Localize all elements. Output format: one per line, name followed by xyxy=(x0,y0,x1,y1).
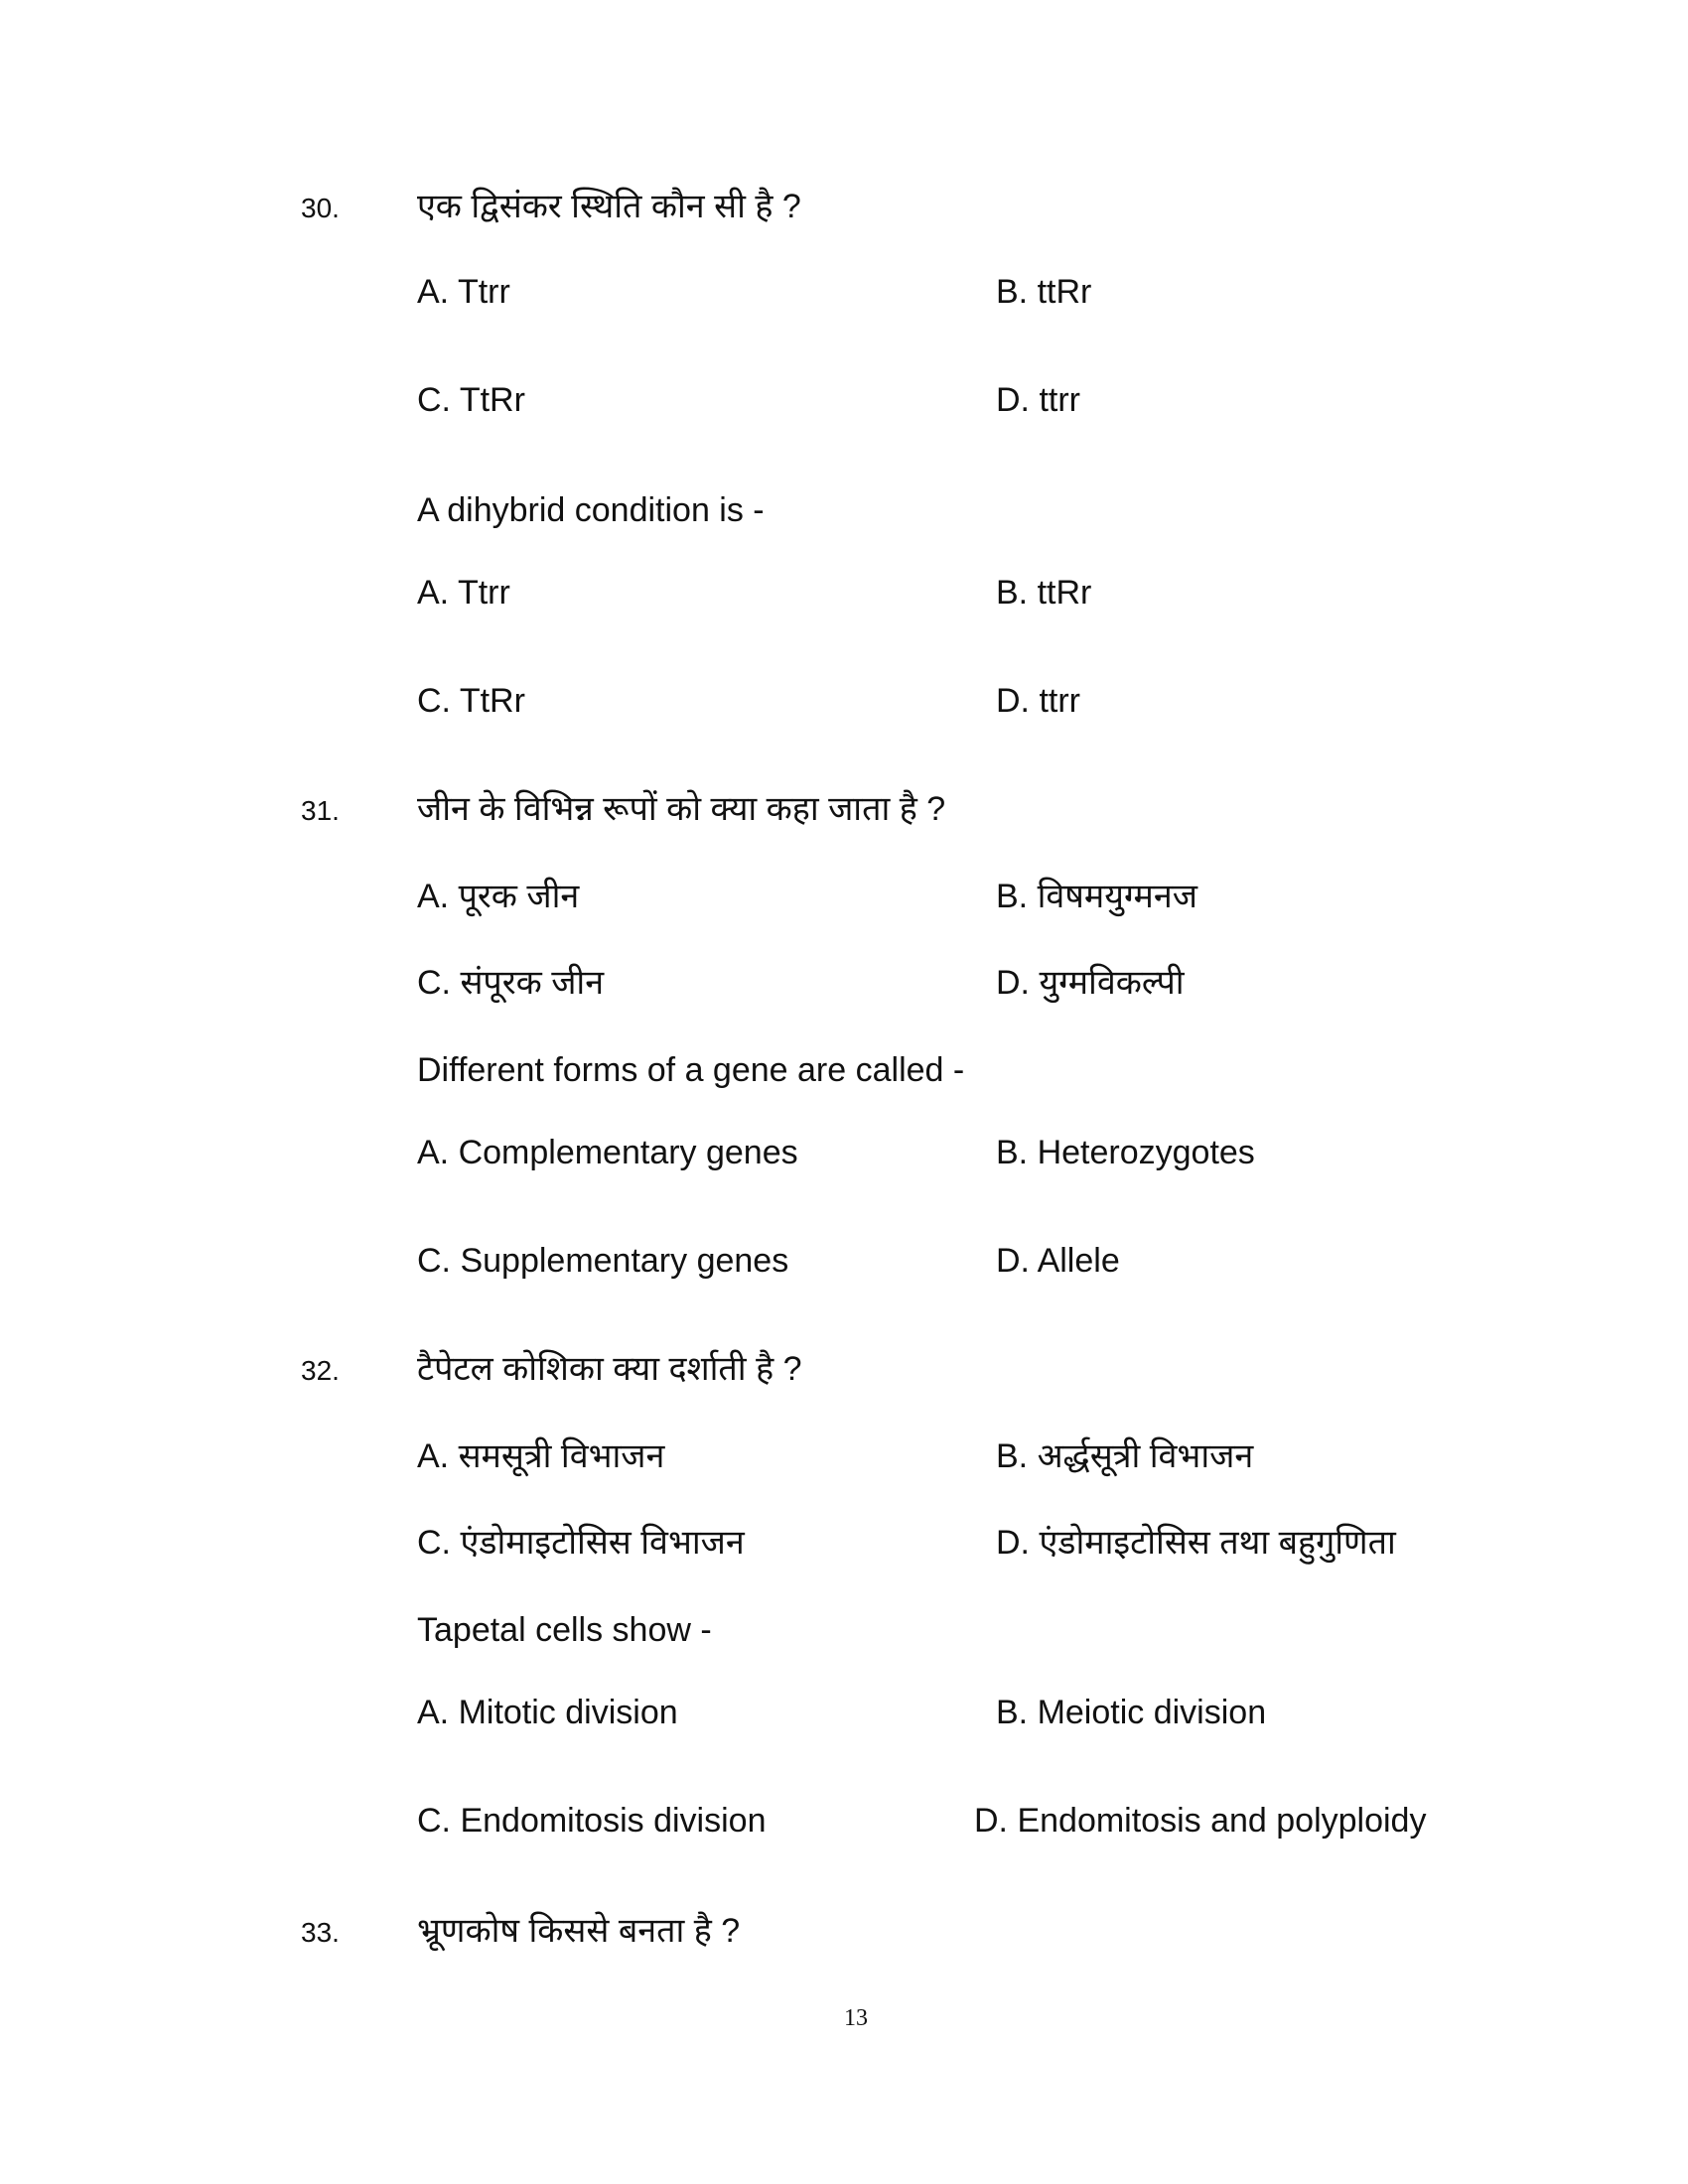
option-d-english: D. Endomitosis and polyploidy xyxy=(974,1802,1427,1840)
option-d-english: D. ttrr xyxy=(996,682,1080,720)
option-a-hindi: A. Ttrr xyxy=(417,273,510,311)
option-c-hindi: C. संपूरक जीन xyxy=(417,964,605,1002)
question-number: 32. xyxy=(301,1355,340,1386)
option-b-english: B. Heterozygotes xyxy=(996,1134,1255,1171)
question-number: 31. xyxy=(301,795,340,826)
question-hindi: जीन के विभिन्न रूपों को क्या कहा जाता है ? xyxy=(417,790,946,828)
question-hindi: टैपेटल कोशिका क्या दर्शाती है ? xyxy=(417,1350,802,1388)
page-number: 13 xyxy=(844,2005,868,2031)
option-b-english: B. ttRr xyxy=(996,574,1092,612)
question-hindi: भ्रूणकोष किससे बनता है ? xyxy=(417,1912,741,1950)
question-english: Tapetal cells show - xyxy=(417,1611,712,1649)
option-a-english: A. Complementary genes xyxy=(417,1134,798,1171)
option-a-english: A. Ttrr xyxy=(417,574,510,612)
option-a-english: A. Mitotic division xyxy=(417,1694,678,1731)
option-d-hindi: D. ttrr xyxy=(996,381,1080,419)
option-a-hindi: A. पूरक जीन xyxy=(417,878,580,915)
option-d-english: D. Allele xyxy=(996,1242,1120,1280)
option-c-hindi: C. TtRr xyxy=(417,381,525,419)
option-c-english: C. Endomitosis division xyxy=(417,1802,767,1840)
option-d-hindi: D. युग्मविकल्पी xyxy=(996,964,1185,1002)
option-c-english: C. Supplementary genes xyxy=(417,1242,789,1280)
option-c-hindi: C. एंडोमाइटोसिस विभाजन xyxy=(417,1524,745,1562)
option-b-hindi: B. विषमयुग्मनज xyxy=(996,878,1197,915)
question-number: 33. xyxy=(301,1917,340,1948)
option-c-english: C. TtRr xyxy=(417,682,525,720)
option-a-hindi: A. समसूत्री विभाजन xyxy=(417,1437,665,1475)
question-english: Different forms of a gene are called - xyxy=(417,1051,965,1089)
question-english: A dihybrid condition is - xyxy=(417,491,765,529)
option-d-hindi: D. एंडोमाइटोसिस तथा बहुगुणिता xyxy=(996,1524,1396,1562)
question-hindi: एक द्विसंकर स्थिति कौन सी है ? xyxy=(417,188,801,225)
option-b-hindi: B. ttRr xyxy=(996,273,1092,311)
option-b-hindi: B. अर्द्धसूत्री विभाजन xyxy=(996,1437,1254,1475)
question-number: 30. xyxy=(301,193,340,223)
option-b-english: B. Meiotic division xyxy=(996,1694,1267,1731)
